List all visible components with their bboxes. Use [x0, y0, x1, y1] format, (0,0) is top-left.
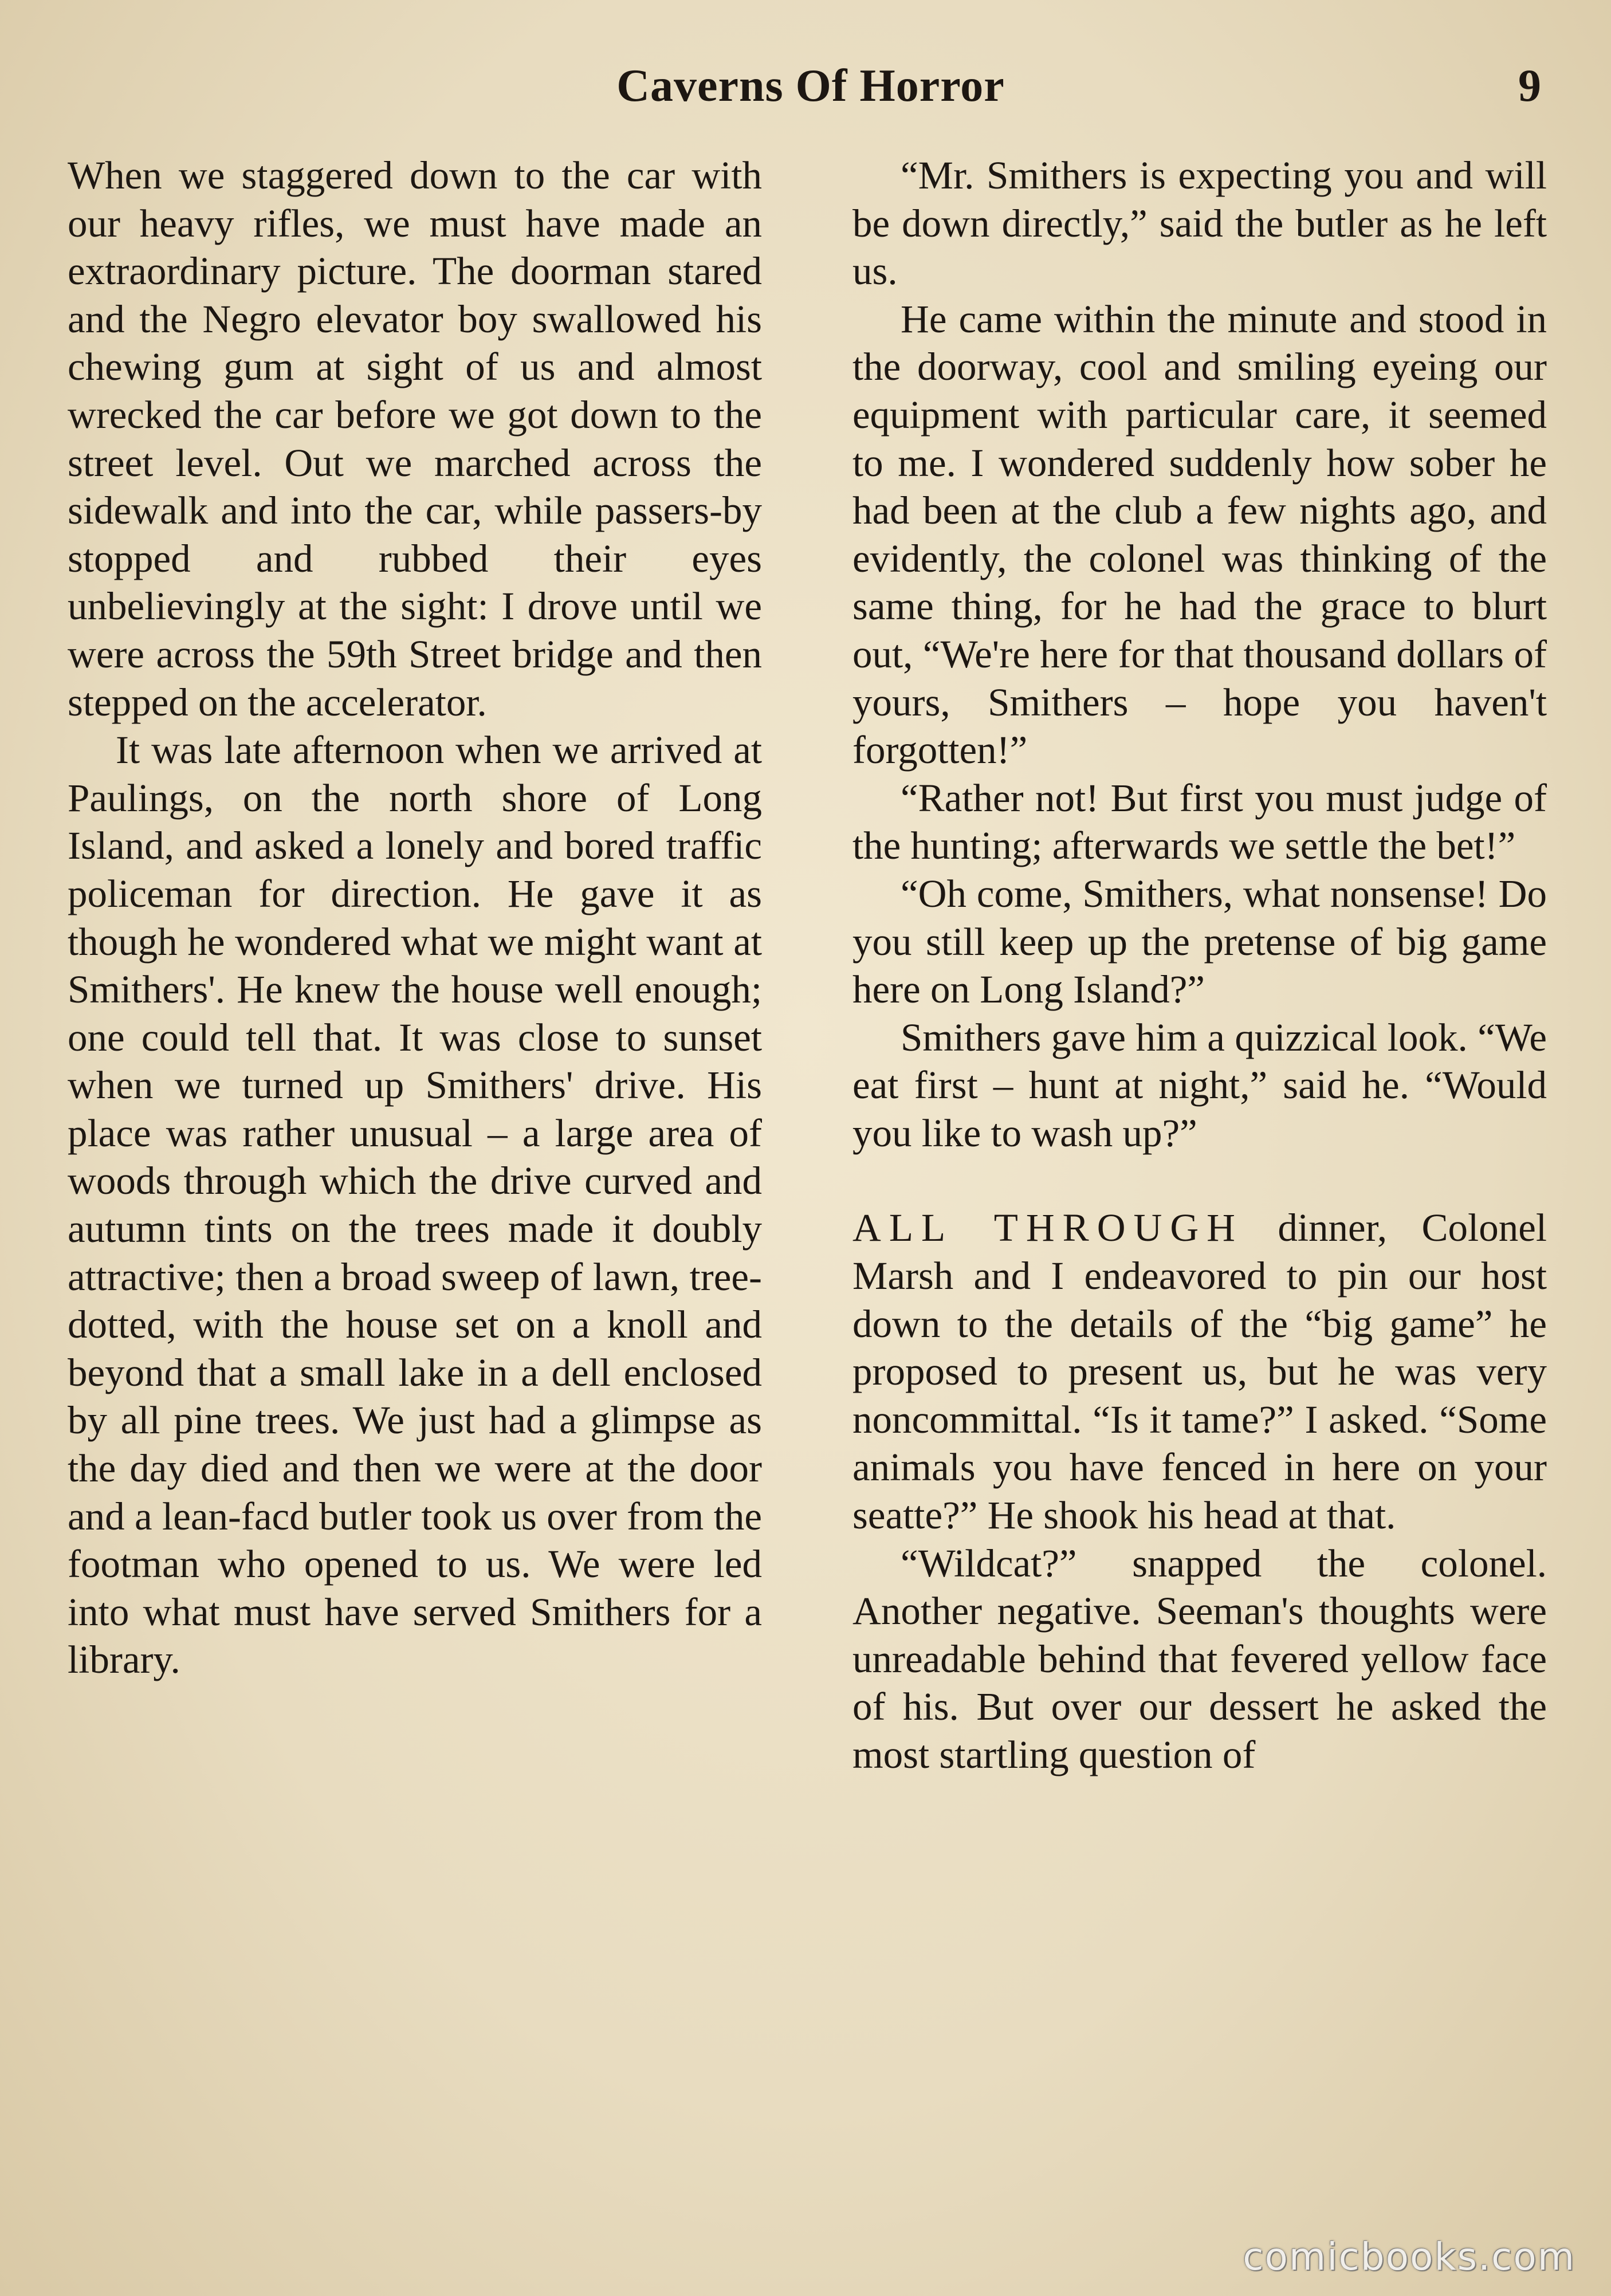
left-column: [68, 152, 762, 1684]
page-header: [69, 54, 1553, 117]
page-number: 9: [1518, 61, 1541, 111]
section-paragraph: [852, 1204, 1547, 1539]
paragraph: “Wildcat?” snapped the colonel. Another negative. Seeman's thoughts were unreadable behind that fevered yellow face of his. But over our dessert he asked the most startling question of: [852, 1541, 1547, 1776]
paragraph: It was late afternoon when we arrived at Paulings, on the north shore of Long Island, and asked a lonely and bored traffic policeman for direction. He gave it as though he wondered what we might want at Smithers'. He knew the house well enough; one could tell that. It was close to sunset when we turned up Smithers' drive. His place was rather unusual – a large area of woods through which the drive curved and autumn tints on the trees made it doubly attractive; then a broad sweep of lawn, tree-dotted, with the house set on a knoll and beyond that a small lake in a dell enclosed by all pine trees. We just had a glimpse as the day died and then we were at the door and a lean-facd butler took us over from the footman who opened to us. We were led into what must have served Smithers for a library.: [68, 728, 762, 1682]
watermark: comicbooks.com: [1243, 2235, 1575, 2279]
section-text: dinner, Colonel Marsh and I endeavored to pin our host down to the details of the “big game” he proposed to present us, but he was very noncommittal. “Is it tame?” I asked. “Some animals you have fenced in here on your seatte?” He shook his head at that.: [852, 1206, 1547, 1538]
section-lead: ALL THROUGH: [852, 1206, 1244, 1250]
running-title: Caverns Of Horror: [616, 61, 1005, 111]
paragraph: He came within the minute and stood in the doorway, cool and smiling eyeing our equipment with particular care, it seemed to me. I wondered suddenly how sober he had been at the club a few nights ago, and evidently, the colonel was thinking of the same thing, for he had the grace to blurt out, “We're here for that thousand dollars of yours, Smithers – hope you haven't forgotten!”: [852, 297, 1547, 772]
paragraph: When we staggered down to the car with our heavy rifles, we must have made an extraordinary picture. The doorman stared and the Negro elevator boy swallowed his chewing gum at sight of us and almost wrecked the car before we got down to the street level. Out we marched across the sidewalk and into the car, while passers-by stopped and rubbed their eyes unbelievingly at the sight: I drove until we were across the 59th Street bridge and then stepped on the accelerator.: [68, 154, 762, 724]
paragraph: “Oh come, Smithers, what nonsense! Do you still keep up the pretense of big game here on Long Island?”: [852, 871, 1547, 1012]
paragraph: “Rather not! But first you must judge of the hunting; afterwards we settle the bet!”: [852, 776, 1547, 868]
right-column: [852, 152, 1547, 1779]
paragraph: “Mr. Smithers is expecting you and will be down directly,” said the butler as he left us.: [852, 154, 1547, 293]
paragraph: Smithers gave him a quizzical look. “We eat first – hunt at night,” said he. “Would you like to wash up?”: [852, 1015, 1547, 1155]
